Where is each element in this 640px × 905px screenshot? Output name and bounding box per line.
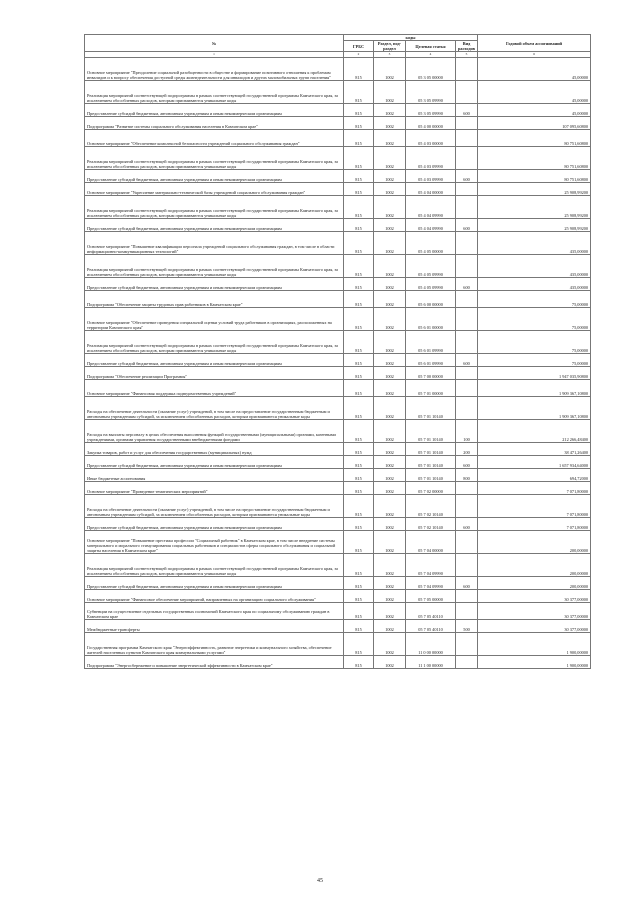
row-amount: 30 377,00000	[478, 620, 591, 633]
table-row	[85, 232, 591, 255]
row-amount: 45,00000	[478, 81, 591, 104]
row-exptype: 600	[456, 456, 478, 469]
row-description: Основное мероприятие "Обеспечение проведения специальной оценки условий труда работников в организациях, расположенных на территории Камчатского края"	[85, 308, 344, 331]
row-grbs: 815	[344, 380, 374, 397]
row-amount: 30 377,00000	[478, 590, 591, 603]
row-amount: 75,00000	[478, 331, 591, 354]
row-description: Межбюджетные трансферты	[85, 620, 344, 633]
row-grbs: 815	[344, 331, 374, 354]
row-grbs: 815	[344, 482, 374, 495]
row-exptype	[456, 196, 478, 219]
row-target: 05 7 05 40110	[406, 603, 456, 620]
row-description: Подпрограмма "Энергосбережение и повышение энергетической эффективности в Камчатском крае"	[85, 656, 344, 669]
row-grbs: 815	[344, 367, 374, 380]
row-target: 05 3 05 09990	[406, 81, 456, 104]
table-row	[85, 456, 591, 469]
row-amount: 1 657 934,64000	[478, 456, 591, 469]
table-row	[85, 367, 591, 380]
table-row	[85, 620, 591, 633]
row-target: 05 7 01 10140	[406, 420, 456, 443]
row-section: 1002	[374, 219, 406, 232]
row-exptype	[456, 590, 478, 603]
row-amount: 45,00000	[478, 58, 591, 81]
row-amount: 107 095,60800	[478, 117, 591, 130]
row-description: Основное мероприятие "Финансовое обеспечение мероприятий, направленных на организацию социального обслуживания"	[85, 590, 344, 603]
index-cell: 3	[374, 52, 406, 58]
row-exptype: 600	[456, 170, 478, 183]
row-section: 1002	[374, 469, 406, 482]
row-amount: 1 900,00000	[478, 633, 591, 656]
row-target: 05 7 01 10140	[406, 397, 456, 420]
index-cell: 4	[406, 52, 456, 58]
table-row	[85, 577, 591, 590]
row-target: 05 7 02 10140	[406, 495, 456, 518]
row-description: Предоставление субсидий бюджетным, автономным учреждениям и иным некоммерческим организациям	[85, 577, 344, 590]
table-row	[85, 291, 591, 308]
row-grbs: 815	[344, 291, 374, 308]
table-row	[85, 331, 591, 354]
row-target: 05 7 04 09990	[406, 554, 456, 577]
row-amount: 75,00000	[478, 291, 591, 308]
row-target: 05 7 04 00000	[406, 531, 456, 554]
row-section: 1002	[374, 577, 406, 590]
row-exptype	[456, 255, 478, 278]
row-grbs: 815	[344, 117, 374, 130]
row-description: Расходы на обеспечение деятельности (оказание услуг) учреждений, в том числе на предоставление государственным бюджетным и автономным учреждениям субсидий, за исключением обособленных расходов, которым присваиваются уникальные коды	[85, 397, 344, 420]
row-description: Субвенции на осуществление отдельных государственных полномочий Камчатского края по социальному обслуживанию граждан в Камчатском крае	[85, 603, 344, 620]
row-target: 05 6 01 00000	[406, 308, 456, 331]
row-target: 05 4 03 09990	[406, 147, 456, 170]
row-target: 05 4 04 09990	[406, 219, 456, 232]
row-section: 1002	[374, 367, 406, 380]
row-target: 05 7 01 10140	[406, 469, 456, 482]
row-amount: 30 377,00000	[478, 603, 591, 620]
row-grbs: 815	[344, 590, 374, 603]
row-amount: 1 909 367,10800	[478, 397, 591, 420]
table-row	[85, 603, 591, 620]
row-target: 05 7 00 00000	[406, 367, 456, 380]
row-grbs: 815	[344, 495, 374, 518]
row-grbs: 815	[344, 518, 374, 531]
header-target: Целевая статья	[406, 41, 456, 52]
row-section: 1002	[374, 620, 406, 633]
row-section: 1002	[374, 603, 406, 620]
row-grbs: 815	[344, 278, 374, 291]
row-amount: 38 471,26400	[478, 443, 591, 456]
row-description: Предоставление субсидий бюджетным, автономным учреждениям и иным некоммерческим организациям	[85, 278, 344, 291]
header-grbs: ГРБС	[344, 41, 374, 52]
row-amount: 1 947 035,90800	[478, 367, 591, 380]
row-section: 1002	[374, 232, 406, 255]
row-target: 05 7 02 10140	[406, 518, 456, 531]
row-section: 1002	[374, 196, 406, 219]
row-section: 1002	[374, 354, 406, 367]
row-target: 05 6 00 00000	[406, 291, 456, 308]
row-exptype	[456, 183, 478, 196]
row-target: 05 4 05 09990	[406, 278, 456, 291]
row-grbs: 815	[344, 255, 374, 278]
table-row	[85, 117, 591, 130]
row-exptype	[456, 331, 478, 354]
row-target: 05 7 02 00000	[406, 482, 456, 495]
row-description: Основное мероприятие "Преодоление социальной разобщенности в обществе и формирование позитивного отношения к проблемам инвалидов и к вопросу обеспечения доступной среды жизнедеятельности для инвалидов и других маломобильных групп населения"	[85, 58, 344, 81]
row-amount: 45,00000	[478, 104, 591, 117]
row-description: Подпрограмма "Развитие системы социального обслуживания населения в Камчатском крае"	[85, 117, 344, 130]
row-exptype	[456, 81, 478, 104]
table-body	[85, 58, 591, 669]
table-row	[85, 219, 591, 232]
row-grbs: 815	[344, 104, 374, 117]
row-description: Реализация мероприятий соответствующей подпрограммы в рамках соответствующей государственной программы Камчатского края, за исключением обособленных расходов, которым присваиваются уникальные коды	[85, 255, 344, 278]
row-exptype	[456, 554, 478, 577]
row-target: 05 4 00 00000	[406, 117, 456, 130]
row-target: 05 7 04 09990	[406, 577, 456, 590]
row-description: Предоставление субсидий бюджетным, автономным учреждениям и иным некоммерческим организациям	[85, 104, 344, 117]
row-exptype	[456, 291, 478, 308]
table-row	[85, 255, 591, 278]
row-amount: 25 908,99200	[478, 219, 591, 232]
table-row	[85, 81, 591, 104]
row-amount: 435,00000	[478, 255, 591, 278]
row-section: 1002	[374, 633, 406, 656]
table-row	[85, 170, 591, 183]
row-description: Основное мероприятие "Финансовая поддержка подведомственных учреждений"	[85, 380, 344, 397]
row-section: 1002	[374, 81, 406, 104]
row-exptype: 600	[456, 278, 478, 291]
row-exptype: 800	[456, 469, 478, 482]
table-row	[85, 196, 591, 219]
index-cell: 5	[456, 52, 478, 58]
row-target: 05 4 04 00000	[406, 183, 456, 196]
row-exptype	[456, 380, 478, 397]
row-grbs: 815	[344, 456, 374, 469]
row-section: 1002	[374, 590, 406, 603]
row-section: 1002	[374, 456, 406, 469]
header-codes: коды	[344, 35, 478, 41]
row-description: Основное мероприятие "Укрепление материально-технической базы учреждений социального обслуживания граждан"	[85, 183, 344, 196]
row-exptype	[456, 117, 478, 130]
row-target: 05 7 05 00000	[406, 590, 456, 603]
table-row	[85, 183, 591, 196]
row-amount: 435,00000	[478, 278, 591, 291]
table-row	[85, 656, 591, 669]
table-row	[85, 278, 591, 291]
header-num: №	[85, 35, 344, 52]
row-exptype	[456, 232, 478, 255]
row-grbs: 815	[344, 170, 374, 183]
row-description: Расходы на обеспечение деятельности (оказание услуг) учреждений, в том числе на предоставление государственным бюджетным и автономным учреждениям субсидий, за исключением обособленных расходов, которым присваиваются уникальные коды	[85, 495, 344, 518]
row-exptype	[456, 130, 478, 147]
row-grbs: 815	[344, 58, 374, 81]
table-row	[85, 58, 591, 81]
table-row	[85, 495, 591, 518]
row-target: 05 7 01 00000	[406, 380, 456, 397]
row-amount: 7 071,80000	[478, 495, 591, 518]
row-grbs: 815	[344, 633, 374, 656]
row-description: Реализация мероприятий соответствующей подпрограммы в рамках соответствующей государственной программы Камчатского края, за исключением обособленных расходов, которым присваиваются уникальные коды	[85, 554, 344, 577]
row-grbs: 815	[344, 656, 374, 669]
table-row	[85, 380, 591, 397]
row-section: 1002	[374, 104, 406, 117]
row-exptype	[456, 58, 478, 81]
header-exptype: Вид расходов	[456, 41, 478, 52]
row-exptype	[456, 147, 478, 170]
row-section: 1002	[374, 117, 406, 130]
row-grbs: 815	[344, 603, 374, 620]
row-description: Государственная программа Камчатского края "Энергоэффективность, развитие энергетики и коммунального хозяйства, обеспечение жителей населенных пунктов Камчатского края коммунальными услугами"	[85, 633, 344, 656]
row-amount: 694,72000	[478, 469, 591, 482]
table-row	[85, 104, 591, 117]
row-grbs: 815	[344, 443, 374, 456]
row-section: 1002	[374, 278, 406, 291]
row-target: 05 4 04 09990	[406, 196, 456, 219]
row-section: 1002	[374, 331, 406, 354]
table-row	[85, 469, 591, 482]
row-description: Предоставление субсидий бюджетным, автономным учреждениям и иным некоммерческим организациям	[85, 170, 344, 183]
document-page	[84, 34, 590, 669]
row-section: 1002	[374, 495, 406, 518]
header-row	[85, 35, 591, 41]
row-exptype: 600	[456, 354, 478, 367]
row-amount: 1 909 367,10800	[478, 380, 591, 397]
table-row	[85, 554, 591, 577]
row-description: Реализация мероприятий соответствующей подпрограммы в рамках соответствующей государственной программы Камчатского края, за исключением обособленных расходов, которым присваиваются уникальные коды	[85, 331, 344, 354]
row-section: 1002	[374, 130, 406, 147]
row-description: Закупка товаров, работ и услуг для обеспечения государственных (муниципальных) нужд	[85, 443, 344, 456]
row-description: Подпрограмма "Обеспечение защиты трудовых прав работников в Камчатском крае"	[85, 291, 344, 308]
row-exptype	[456, 531, 478, 554]
row-exptype	[456, 603, 478, 620]
row-grbs: 815	[344, 183, 374, 196]
row-amount: 200,00000	[478, 531, 591, 554]
row-grbs: 815	[344, 469, 374, 482]
row-target: 05 3 05 00000	[406, 58, 456, 81]
row-exptype: 600	[456, 104, 478, 117]
table-row	[85, 590, 591, 603]
row-section: 1002	[374, 554, 406, 577]
table-row	[85, 308, 591, 331]
row-exptype: 600	[456, 518, 478, 531]
budget-table	[84, 34, 591, 669]
row-exptype: 600	[456, 577, 478, 590]
row-amount: 75,00000	[478, 308, 591, 331]
row-section: 1002	[374, 308, 406, 331]
table-row	[85, 397, 591, 420]
row-target: 05 7 01 10140	[406, 456, 456, 469]
row-description: Основное мероприятие "Обеспечение комплексной безопасности учреждений социального обслуживания граждан"	[85, 130, 344, 147]
row-exptype: 200	[456, 443, 478, 456]
row-section: 1002	[374, 656, 406, 669]
row-amount: 200,00000	[478, 577, 591, 590]
row-grbs: 815	[344, 81, 374, 104]
row-description: Предоставление субсидий бюджетным, автономным учреждениям и иным некоммерческим организациям	[85, 219, 344, 232]
row-amount: 7 071,80000	[478, 518, 591, 531]
row-target: 05 4 03 09990	[406, 170, 456, 183]
row-amount: 80 751,60800	[478, 147, 591, 170]
row-target: 05 4 05 09990	[406, 255, 456, 278]
row-section: 1002	[374, 291, 406, 308]
table-row	[85, 482, 591, 495]
row-grbs: 815	[344, 554, 374, 577]
row-target: 11 0 00 00000	[406, 633, 456, 656]
row-section: 1002	[374, 531, 406, 554]
table-row	[85, 354, 591, 367]
row-grbs: 815	[344, 130, 374, 147]
row-target: 05 6 01 09990	[406, 331, 456, 354]
table-row	[85, 420, 591, 443]
row-description: Предоставление субсидий бюджетным, автономным учреждениям и иным некоммерческим организациям	[85, 354, 344, 367]
row-section: 1002	[374, 170, 406, 183]
row-description: Реализация мероприятий соответствующей подпрограммы в рамках соответствующей государственной программы Камчатского края, за исключением обособленных расходов, которым присваиваются уникальные коды	[85, 147, 344, 170]
row-exptype	[456, 633, 478, 656]
index-cell: 2	[344, 52, 374, 58]
row-exptype	[456, 397, 478, 420]
row-exptype: 100	[456, 420, 478, 443]
row-description: Реализация мероприятий соответствующей подпрограммы в рамках соответствующей государственной программы Камчатского края, за исключением обособленных расходов, которым присваиваются уникальные коды	[85, 81, 344, 104]
row-description: Основное мероприятие "Повышение квалификации персонала учреждений социального обслуживания граждан, в том числе в области информационно-коммуникационных технологий"	[85, 232, 344, 255]
row-grbs: 815	[344, 397, 374, 420]
row-grbs: 815	[344, 354, 374, 367]
row-amount: 7 071,80000	[478, 482, 591, 495]
row-description: Предоставление субсидий бюджетным, автономным учреждениям и иным некоммерческим организациям	[85, 518, 344, 531]
row-amount: 25 908,99200	[478, 196, 591, 219]
row-amount: 75,00000	[478, 354, 591, 367]
row-exptype	[456, 656, 478, 669]
table-row	[85, 531, 591, 554]
row-target: 05 4 03 00000	[406, 130, 456, 147]
row-amount: 25 908,99200	[478, 183, 591, 196]
row-target: 05 7 01 10140	[406, 443, 456, 456]
row-target: 11 1 00 00000	[406, 656, 456, 669]
row-section: 1002	[374, 183, 406, 196]
row-grbs: 815	[344, 219, 374, 232]
row-description: Иные бюджетные ассигнования	[85, 469, 344, 482]
table-row	[85, 443, 591, 456]
row-target: 05 6 01 09990	[406, 354, 456, 367]
row-grbs: 815	[344, 420, 374, 443]
row-section: 1002	[374, 58, 406, 81]
row-grbs: 815	[344, 308, 374, 331]
row-grbs: 815	[344, 147, 374, 170]
row-grbs: 815	[344, 620, 374, 633]
row-grbs: 815	[344, 232, 374, 255]
row-amount: 1 900,00000	[478, 656, 591, 669]
row-amount: 200,00000	[478, 554, 591, 577]
row-description: Реализация мероприятий соответствующей подпрограммы в рамках соответствующей государственной программы Камчатского края, за исключением обособленных расходов, которым присваиваются уникальные коды	[85, 196, 344, 219]
header-amount: Годовой объем ассигнований	[478, 35, 591, 52]
index-cell: 6	[478, 52, 591, 58]
row-amount: 435,00000	[478, 232, 591, 255]
row-amount: 80 751,60800	[478, 170, 591, 183]
page-number: 45	[317, 878, 323, 884]
table-row	[85, 633, 591, 656]
row-amount: 212 266,48400	[478, 420, 591, 443]
row-target: 05 4 05 00000	[406, 232, 456, 255]
row-target: 05 7 05 40110	[406, 620, 456, 633]
row-grbs: 815	[344, 196, 374, 219]
row-section: 1002	[374, 518, 406, 531]
header-section: Раздел, под-раздел	[374, 41, 406, 52]
row-exptype: 500	[456, 620, 478, 633]
row-section: 1002	[374, 380, 406, 397]
row-section: 1002	[374, 397, 406, 420]
table-row	[85, 518, 591, 531]
row-exptype: 600	[456, 219, 478, 232]
row-exptype	[456, 308, 478, 331]
row-description: Предоставление субсидий бюджетным, автономным учреждениям и иным некоммерческим организациям	[85, 456, 344, 469]
row-description: Основное мероприятие "Повышение престижа профессии "Социальный работник" в Камчатском крае, в том числе внедрение системы материального и морального стимулирования социальных работников и специалистов сферы социального обслуживания и социальной защиты населения в Камчатском крае"	[85, 531, 344, 554]
row-section: 1002	[374, 443, 406, 456]
row-section: 1002	[374, 147, 406, 170]
row-section: 1002	[374, 482, 406, 495]
row-grbs: 815	[344, 531, 374, 554]
index-cell: 1	[85, 52, 344, 58]
row-description: Расходы на выплаты персоналу в целях обеспечения выполнения функций государственными (муниципальными) органами, казенными учреждениями, органами управления государственными внебюджетными фондами	[85, 420, 344, 443]
row-exptype	[456, 367, 478, 380]
row-description: Подпрограмма "Обеспечение реализации Программы"	[85, 367, 344, 380]
row-target: 05 3 05 09990	[406, 104, 456, 117]
row-exptype	[456, 495, 478, 518]
row-grbs: 815	[344, 577, 374, 590]
row-amount: 80 751,60800	[478, 130, 591, 147]
table-row	[85, 147, 591, 170]
row-section: 1002	[374, 255, 406, 278]
row-description: Основное мероприятие "Проведение тематических мероприятий"	[85, 482, 344, 495]
row-exptype	[456, 482, 478, 495]
row-section: 1002	[374, 420, 406, 443]
table-row	[85, 130, 591, 147]
